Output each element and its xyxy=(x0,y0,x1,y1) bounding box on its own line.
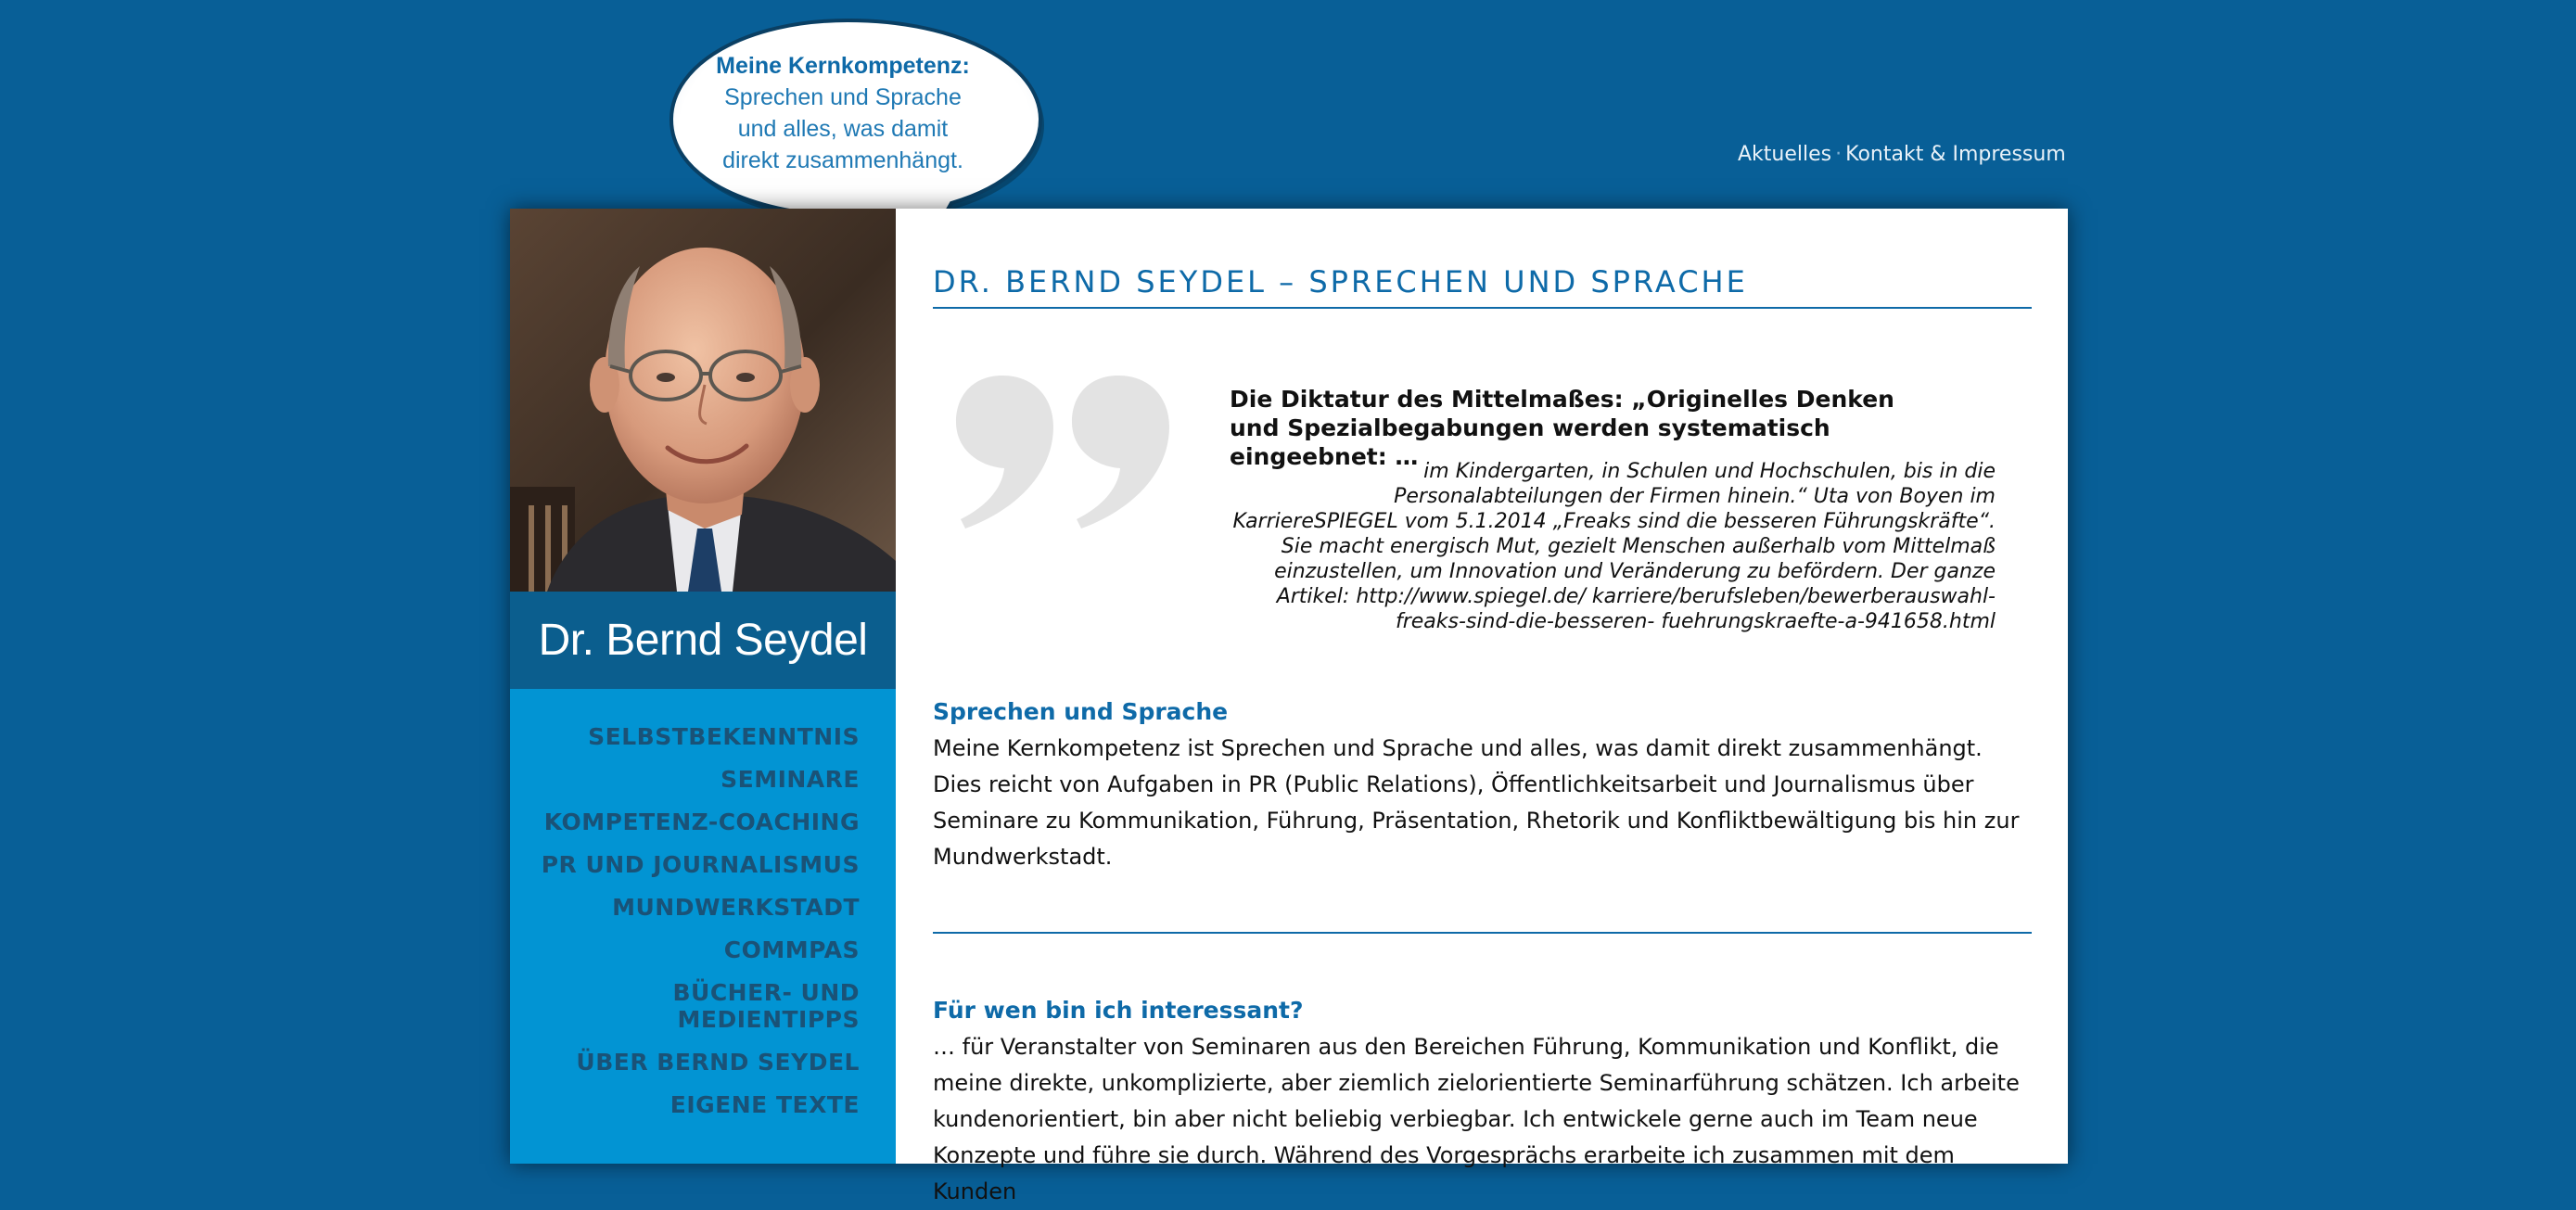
menu-item-selbstbekenntnis[interactable]: SELBSTBEKENNTNIS xyxy=(588,723,860,750)
section-heading-fuer-wen: Für wen bin ich interessant? xyxy=(933,997,1304,1024)
section-text-fuer-wen: … für Veranstalter von Seminaren aus den Bereichen Führung, Kommunikation und Konflikt, die meine direkte, unkomplizierte, aber ziemlich zielorientierte Seminarführung schätzen. Ich arbeite kundenorientiert, bin aber nicht beliebig verbiegbar. Ich entwickele gerne auch im Team neue Konzepte und führe sie durch. Während des Vorgesprächs erarbeite ich zusammen mit dem Kunden xyxy=(933,1034,2020,1204)
top-navigation xyxy=(1738,143,2066,166)
menu-item-buecher-und-medientipps-line2[interactable]: MEDIENTIPPS xyxy=(677,1006,860,1033)
bubble-line: Sprechen und Sprache xyxy=(724,84,962,110)
section-text-sprechen: Meine Kernkompetenz ist Sprechen und Sprache und alles, was damit direkt zusammenhängt. Dies reicht von Aufgaben in PR (Public Relations), Öffentlichkeitsarbeit und Journalismus über Seminare zu Kommunikation, Führung, Präsentation, Rhetorik und Konfliktbewältigung bis hin zur Mundwerkstadt. xyxy=(933,735,2020,870)
bubble-line: und alles, was damit xyxy=(737,116,949,142)
speech-bubble-text xyxy=(690,50,996,176)
portrait-photo xyxy=(510,209,896,592)
nav-link-kontakt-impressum[interactable]: Kontakt & Impressum xyxy=(1845,143,2066,166)
menu-item-seminare[interactable]: SEMINARE xyxy=(721,766,860,793)
menu-item-pr-und-journalismus[interactable]: PR UND JOURNALISMUS xyxy=(541,851,860,878)
nav-link-aktuelles[interactable]: Aktuelles xyxy=(1738,143,1832,166)
quote-icon xyxy=(947,357,1179,533)
section-heading-sprechen: Sprechen und Sprache xyxy=(933,698,1229,725)
menu-item-commpas[interactable]: COMMPAS xyxy=(723,936,860,963)
portrait-illustration xyxy=(510,209,896,592)
quote-heading: Die Diktatur des Mittelmaßes: „Originelles Denken und Spezialbegabungen werden systematisch eingeebnet: … xyxy=(1230,386,1894,470)
menu-item-buecher-und-medientipps[interactable]: BÜCHER- UND xyxy=(672,979,860,1006)
bubble-line: direkt zusammenhängt. xyxy=(722,147,963,173)
sidebar-name-banner: Dr. Bernd Seydel xyxy=(510,592,896,689)
menu-item-eigene-texte[interactable]: EIGENE TEXTE xyxy=(670,1091,860,1118)
sidebar xyxy=(510,209,896,1164)
main-content xyxy=(896,209,2068,1204)
main-menu xyxy=(510,723,860,1134)
menu-item-mundwerkstadt[interactable]: MUNDWERKSTADT xyxy=(612,894,860,921)
menu-item-kompetenz-coaching[interactable]: KOMPETENZ-COACHING xyxy=(543,809,860,835)
page-wrapper xyxy=(510,209,2068,1204)
quote-body: im Kindergarten, in Schulen und Hochschulen, bis in die Personalabteilungen der Firmen hinein.“ Uta von Boyen im KarriereSPIEGEL vom 5.1.2014 „Freaks sind die besseren Führungskräfte“. Sie macht energisch Mut, gezielt Menschen außerhalb vom Mittelmaß einzustellen, um Innovation und Veränderung zu befördern. Der ganze Artikel: http://www.spiegel.de/ karriere/berufsleben/bewerberauswahl-freaks-sind-die-besseren- fuehrungskraefte-a-941658.html xyxy=(1232,460,1996,633)
bubble-heading: Meine Kernkompetenz: xyxy=(716,53,970,79)
page-title: DR. BERND SEYDEL – SPRECHEN UND SPRACHE xyxy=(933,264,2032,309)
section-divider xyxy=(933,932,2032,934)
nav-separator: · xyxy=(1835,143,1843,166)
menu-item-ueber-bernd-seydel[interactable]: ÜBER BERND SEYDEL xyxy=(576,1049,860,1076)
